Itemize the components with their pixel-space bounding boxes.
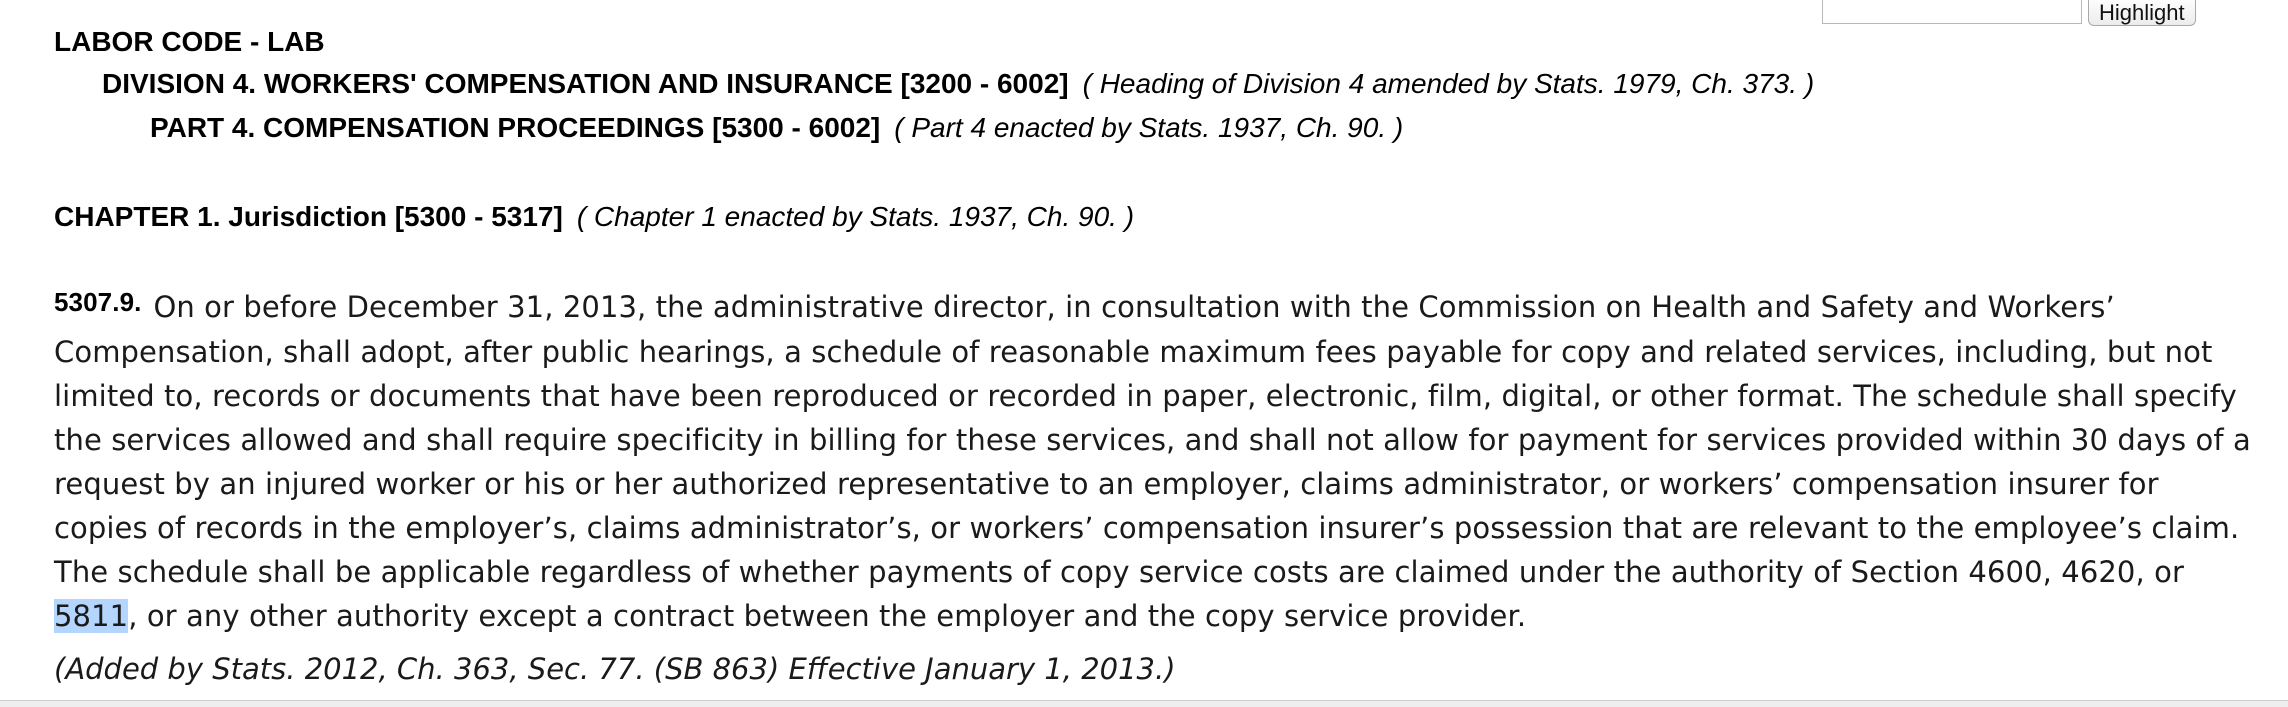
part-note: ( Part 4 enacted by Stats. 1937, Ch. 90. ): [894, 112, 1404, 143]
chapter-note: ( Chapter 1 enacted by Stats. 1937, Ch. 90. ): [576, 201, 1135, 232]
section-history-note: (Added by Stats. 2012, Ch. 363, Sec. 77. (SB 863) Effective January 1, 2013.): [54, 652, 1176, 686]
highlight-button[interactable]: Highlight: [2088, 0, 2196, 26]
search-input[interactable]: [1822, 0, 2082, 24]
section-text-after: , or any other authority except a contract between the employer and the copy service provider.: [128, 599, 1527, 633]
section-number: 5307.9.: [54, 287, 142, 317]
highlighted-text: 5811: [54, 599, 129, 633]
section-body: [54, 285, 2259, 638]
part-heading: [150, 112, 1403, 144]
code-title: LABOR CODE - LAB: [54, 26, 325, 57]
code-heading: [54, 26, 325, 58]
chapter-title[interactable]: CHAPTER 1. Jurisdiction [5300 - 5317]: [54, 201, 563, 232]
division-heading: [102, 68, 1814, 100]
division-note: ( Heading of Division 4 amended by Stats. 1979, Ch. 373. ): [1082, 68, 1815, 99]
part-title[interactable]: PART 4. COMPENSATION PROCEEDINGS [5300 - 6002]: [150, 112, 881, 143]
search-toolbar: [1822, 0, 2196, 28]
section-text-before: On or before December 31, 2013, the administrative director, in consultation with the Commission on Health and Safety and Workers’ Compensation, shall adopt, after public hearings, a schedule of reasonable maximum fees payable for copy and related services, including, but not limited to, records or documents that have been reproduced or recorded in paper, electronic, film, digital, or other format. The schedule shall specify the services allowed and shall require specificity in billing for these services, and shall not allow for payment for services provided within 30 days of a request by an injured worker or his or her authorized representative to an employer, claims administrator, or workers’ compensation insurer for copies of records in the employer’s, claims administrator’s, or workers’ compensation insurer’s possession that are relevant to the employee’s claim. The schedule shall be applicable regardless of whether payments of copy service costs are claimed under the authority of Section 4600, 4620, or: [54, 290, 2251, 589]
chapter-heading: [54, 201, 1134, 233]
division-title[interactable]: DIVISION 4. WORKERS' COMPENSATION AND INSURANCE [3200 - 6002]: [102, 68, 1069, 99]
